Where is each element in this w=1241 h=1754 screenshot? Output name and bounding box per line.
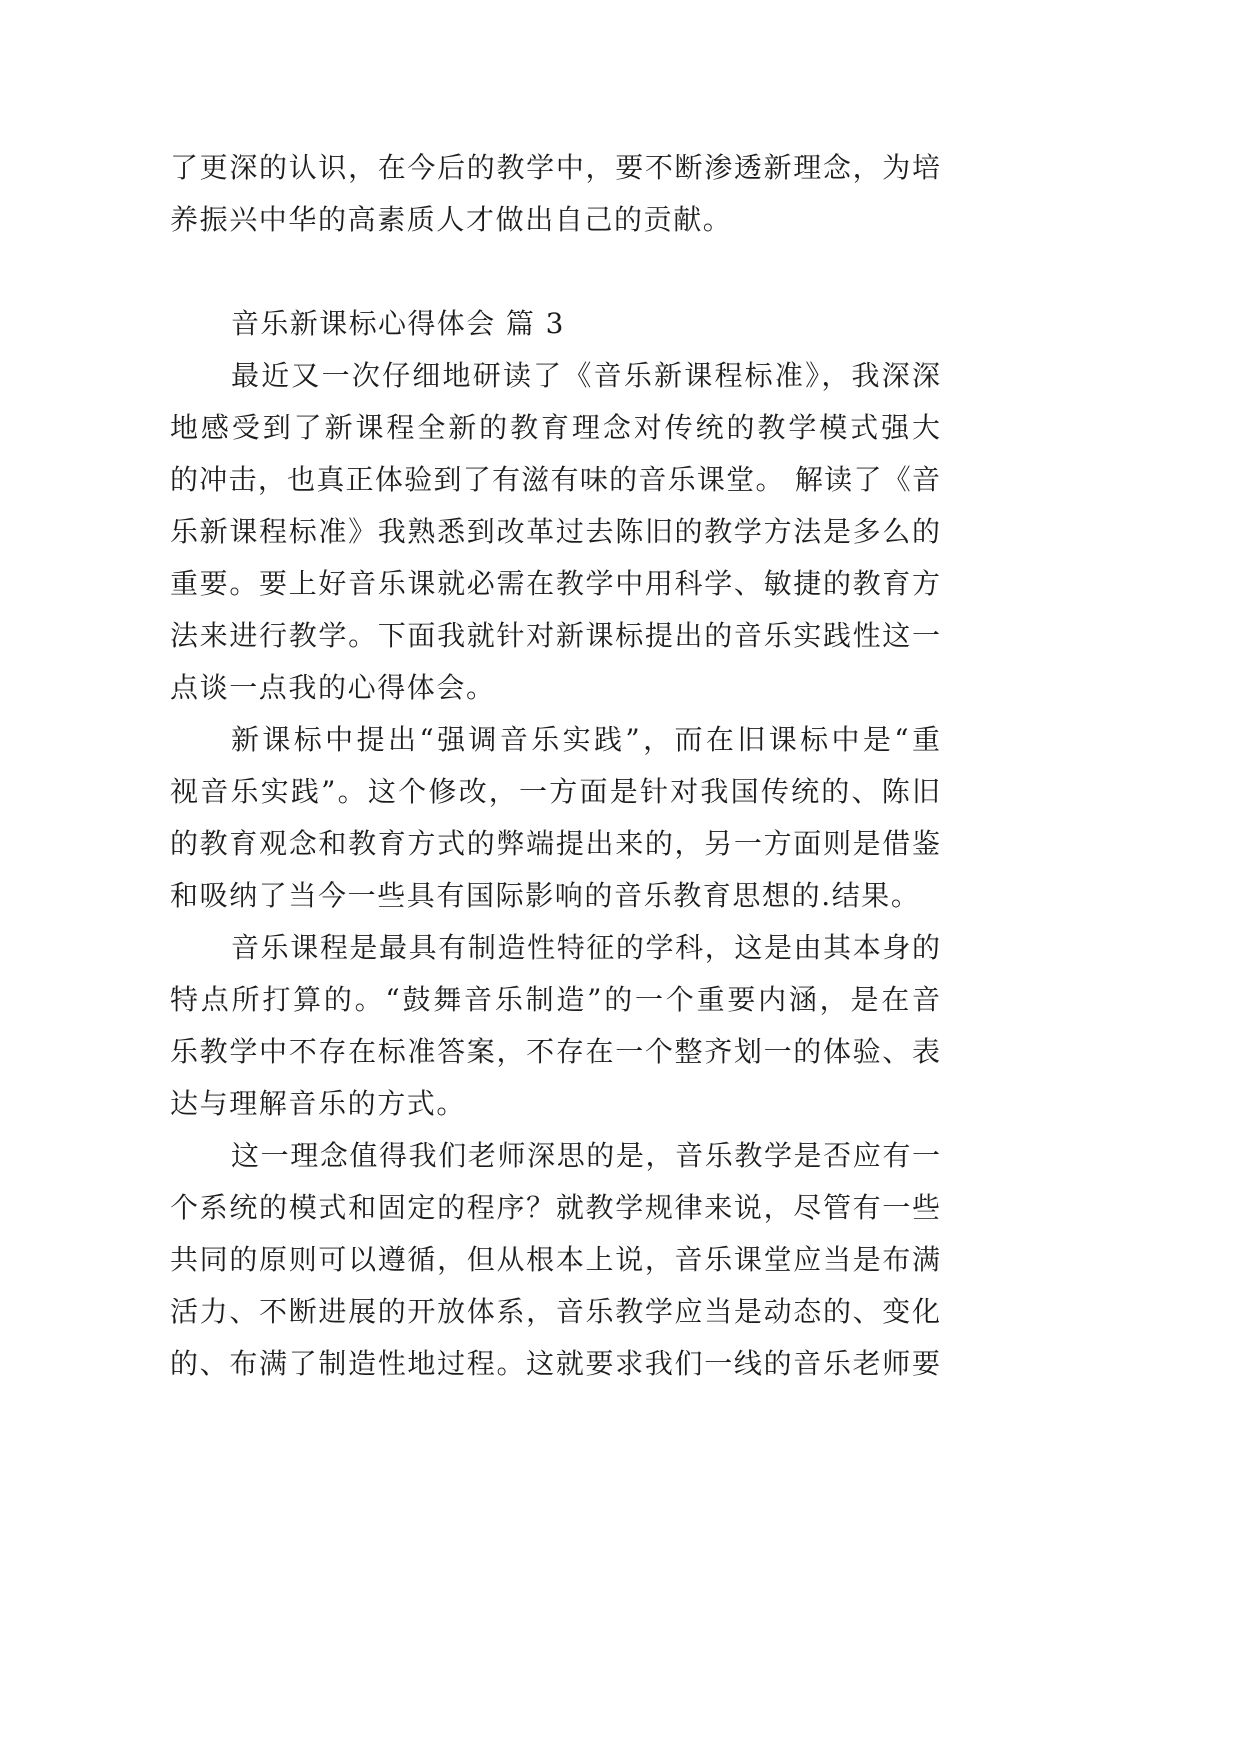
paragraph-continued	[170, 142, 940, 246]
document-body	[170, 142, 940, 1390]
text-line: 音乐课程是最具有制造性特征的学科，这是由其本身的	[231, 931, 940, 964]
text-line: 养振兴中华的高素质人才做出自己的贡献。	[170, 203, 733, 236]
text-line: 这一理念值得我们老师深思的是，音乐教学是否应有一	[231, 1139, 940, 1172]
text-line: 了更深的认识，在今后的教学中，要不断渗透新理念，为培	[170, 151, 940, 184]
text-line: 特点所打算的。“鼓舞音乐制造”的一个重要内涵，是在音	[170, 983, 940, 1016]
paragraph-2	[170, 714, 940, 922]
paragraph-4	[170, 1130, 940, 1390]
text-line: 重要。要上好音乐课就必需在教学中用科学、敏捷的教育方	[170, 567, 940, 600]
text-line: 的教育观念和教育方式的弊端提出来的，另一方面则是借鉴	[170, 827, 940, 860]
text-line: 和吸纳了当今一些具有国际影响的音乐教育思想的.结果。	[170, 879, 921, 912]
text-line: 活力、不断进展的开放体系，音乐教学应当是动态的、变化	[170, 1295, 940, 1328]
text-line: 视音乐实践”。这个修改，一方面是针对我国传统的、陈旧	[170, 775, 940, 808]
text-line: 点谈一点我的心得体会。	[170, 671, 496, 704]
text-line: 最近又一次仔细地研读了《音乐新课程标准》，我深深	[231, 359, 940, 392]
text-line: 的、布满了制造性地过程。这就要求我们一线的音乐老师要	[170, 1347, 940, 1380]
blank-line	[170, 246, 940, 298]
paragraph-1	[170, 350, 940, 714]
text-line: 达与理解音乐的方式。	[170, 1087, 467, 1120]
paragraph-3	[170, 922, 940, 1130]
text-line: 共同的原则可以遵循，但从根本上说，音乐课堂应当是布满	[170, 1243, 940, 1276]
text-line: 的冲击，也真正体验到了有滋有味的音乐课堂。 解读了《音	[170, 463, 940, 496]
text-line: 新课标中提出“强调音乐实践”，而在旧课标中是“重	[231, 723, 940, 756]
text-line: 地感受到了新课程全新的教育理念对传统的教学模式强大	[170, 411, 940, 444]
text-line: 法来进行教学。下面我就针对新课标提出的音乐实践性这一	[170, 619, 940, 652]
text-line: 乐教学中不存在标准答案，不存在一个整齐划一的体验、表	[170, 1035, 940, 1068]
text-line: 个系统的模式和固定的程序？就教学规律来说，尽管有一些	[170, 1191, 940, 1224]
section-title: 音乐新课标心得体会 篇 3	[231, 307, 565, 340]
text-line: 乐新课程标准》我熟悉到改革过去陈旧的教学方法是多么的	[170, 515, 940, 548]
